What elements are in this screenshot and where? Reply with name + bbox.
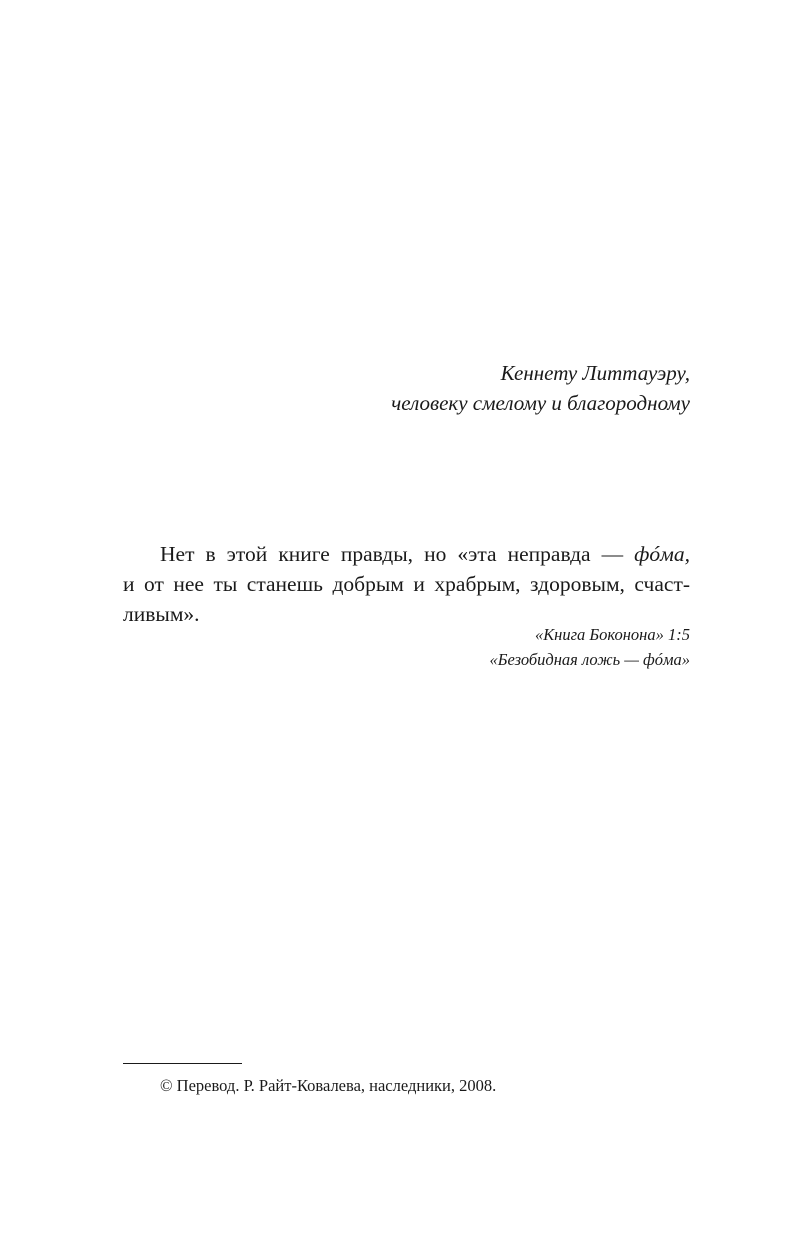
footnote-divider bbox=[123, 1063, 242, 1064]
epigraph-emphasis: фóма, bbox=[634, 542, 691, 566]
epigraph bbox=[123, 539, 690, 629]
dedication-line-2: человеку смелому и благородному bbox=[391, 391, 690, 415]
epigraph-line-1-text: Нет в этой книге правды, но «эта неправда — bbox=[160, 542, 624, 566]
dedication bbox=[391, 358, 690, 418]
epigraph-line-1 bbox=[123, 539, 690, 569]
epigraph-line-2: и от нее ты станешь добрым и храбрым, здоровым, счаст- bbox=[123, 572, 690, 596]
source-line-1: «Книга Боконона» 1:5 bbox=[534, 625, 690, 644]
copyright-notice: © Перевод. Р. Райт-Ковалева, наследники, 2008. bbox=[160, 1076, 497, 1095]
dedication-line-1: Кеннету Литтауэру, bbox=[500, 361, 690, 385]
epigraph-line-3: ливым». bbox=[123, 602, 200, 626]
epigraph-source bbox=[490, 622, 690, 672]
source-line-2: «Безобидная ложь — фóма» bbox=[489, 650, 690, 669]
